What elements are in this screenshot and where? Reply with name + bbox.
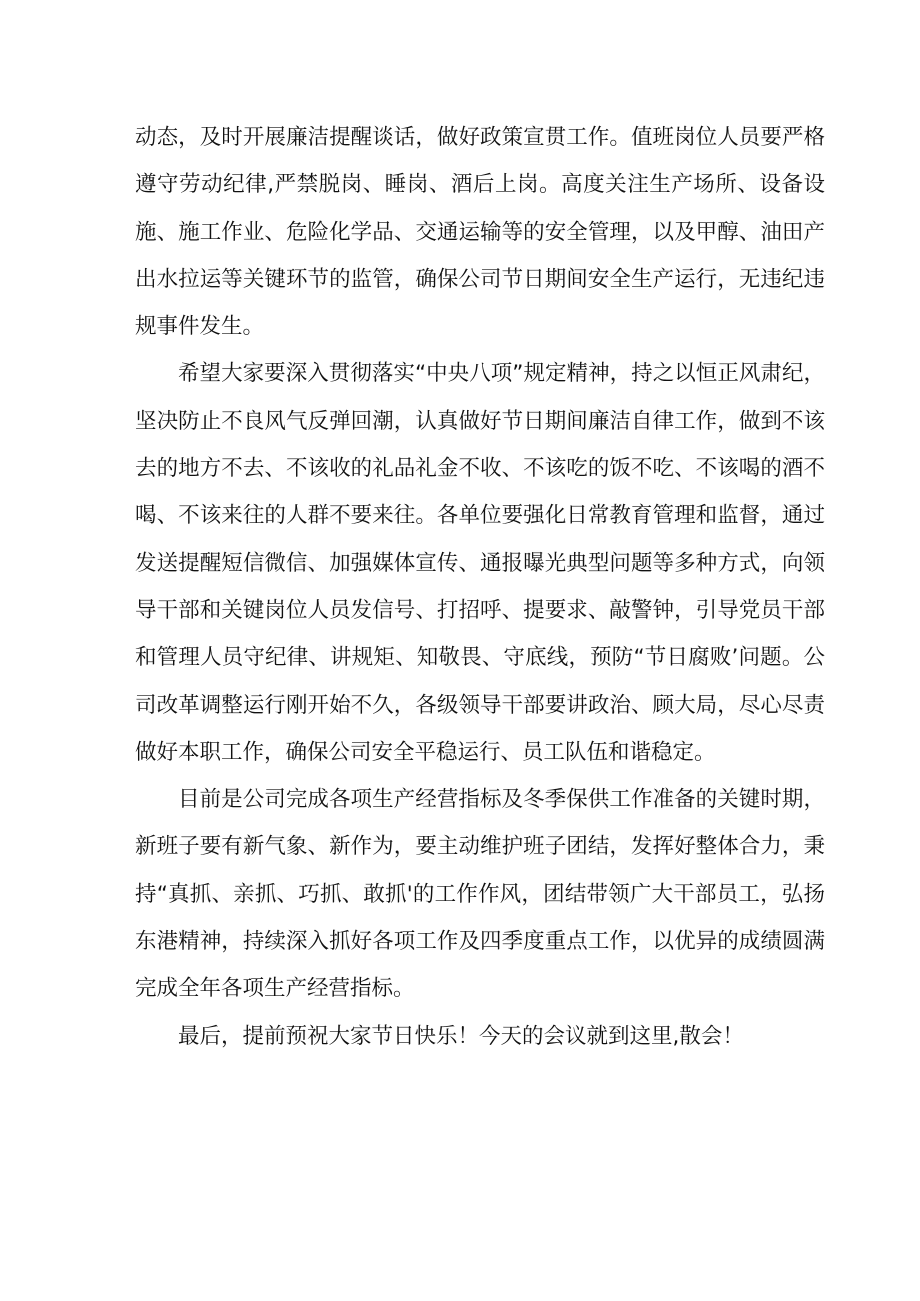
paragraph-closing: 最后，提前预祝大家节日快乐！今天的会议就到这里,散会！: [178, 1023, 744, 1049]
paragraph-continued: 动态，及时开展廉洁提醒谈话，做好政策宣贯工作。值班岗位人员要严格遵守劳动纪律,严禁脱岗、睡岗、酒后上岗。高度关注生产场所、设备设施、施工作业、危险化学品、交通运输等的安全管理，以及甲醇、油田产出水拉运等关键环节的监管，确保公司节日期间安全生产运行，无违纪违规事件发生。: [135, 125, 825, 340]
document-body: [135, 114, 825, 1060]
paragraph-integrity-discipline: 希望大家要深入贯彻落实“中央八项”规定精神，持之以恒正风肃纪，坚决防止不良风气反弹回潮，认真做好节日期间廉洁自律工作，做到不该去的地方不去、不该收的礼品礼金不收、不该吃的饭不吃、不该喝的酒不喝、不该来往的人群不要来往。各单位要强化日常教育管理和监督，通过发送提醒短信微信、加强媒体宣传、通报曝光典型问题等多种方式，向领导干部和关键岗位人员发信号、打招呼、提要求、敲警钟，引导党员干部和管理人员守纪律、讲规矩、知敬畏、守底线，预防“节日腐败’问题。公司改革调整运行刚开始不久，各级领导干部要讲政治、顾大局，尽心尽责做好本职工作，确保公司安全平稳运行、员工队伍和谐稳定。: [135, 361, 825, 765]
paragraph-work-targets: 目前是公司完成各项生产经营指标及冬季保供工作准备的关键时期，新班子要有新气象、新作为，要主动维护班子团结，发挥好整体合力，秉持“真抓、亲抓、巧抓、敢抓'的工作作风，团结带领广大干部员工，弘扬东港精神，持续深入抓好各项工作及四季度重点工作，以优异的成绩圆满完成全年各项生产经营指标。: [135, 787, 825, 1002]
